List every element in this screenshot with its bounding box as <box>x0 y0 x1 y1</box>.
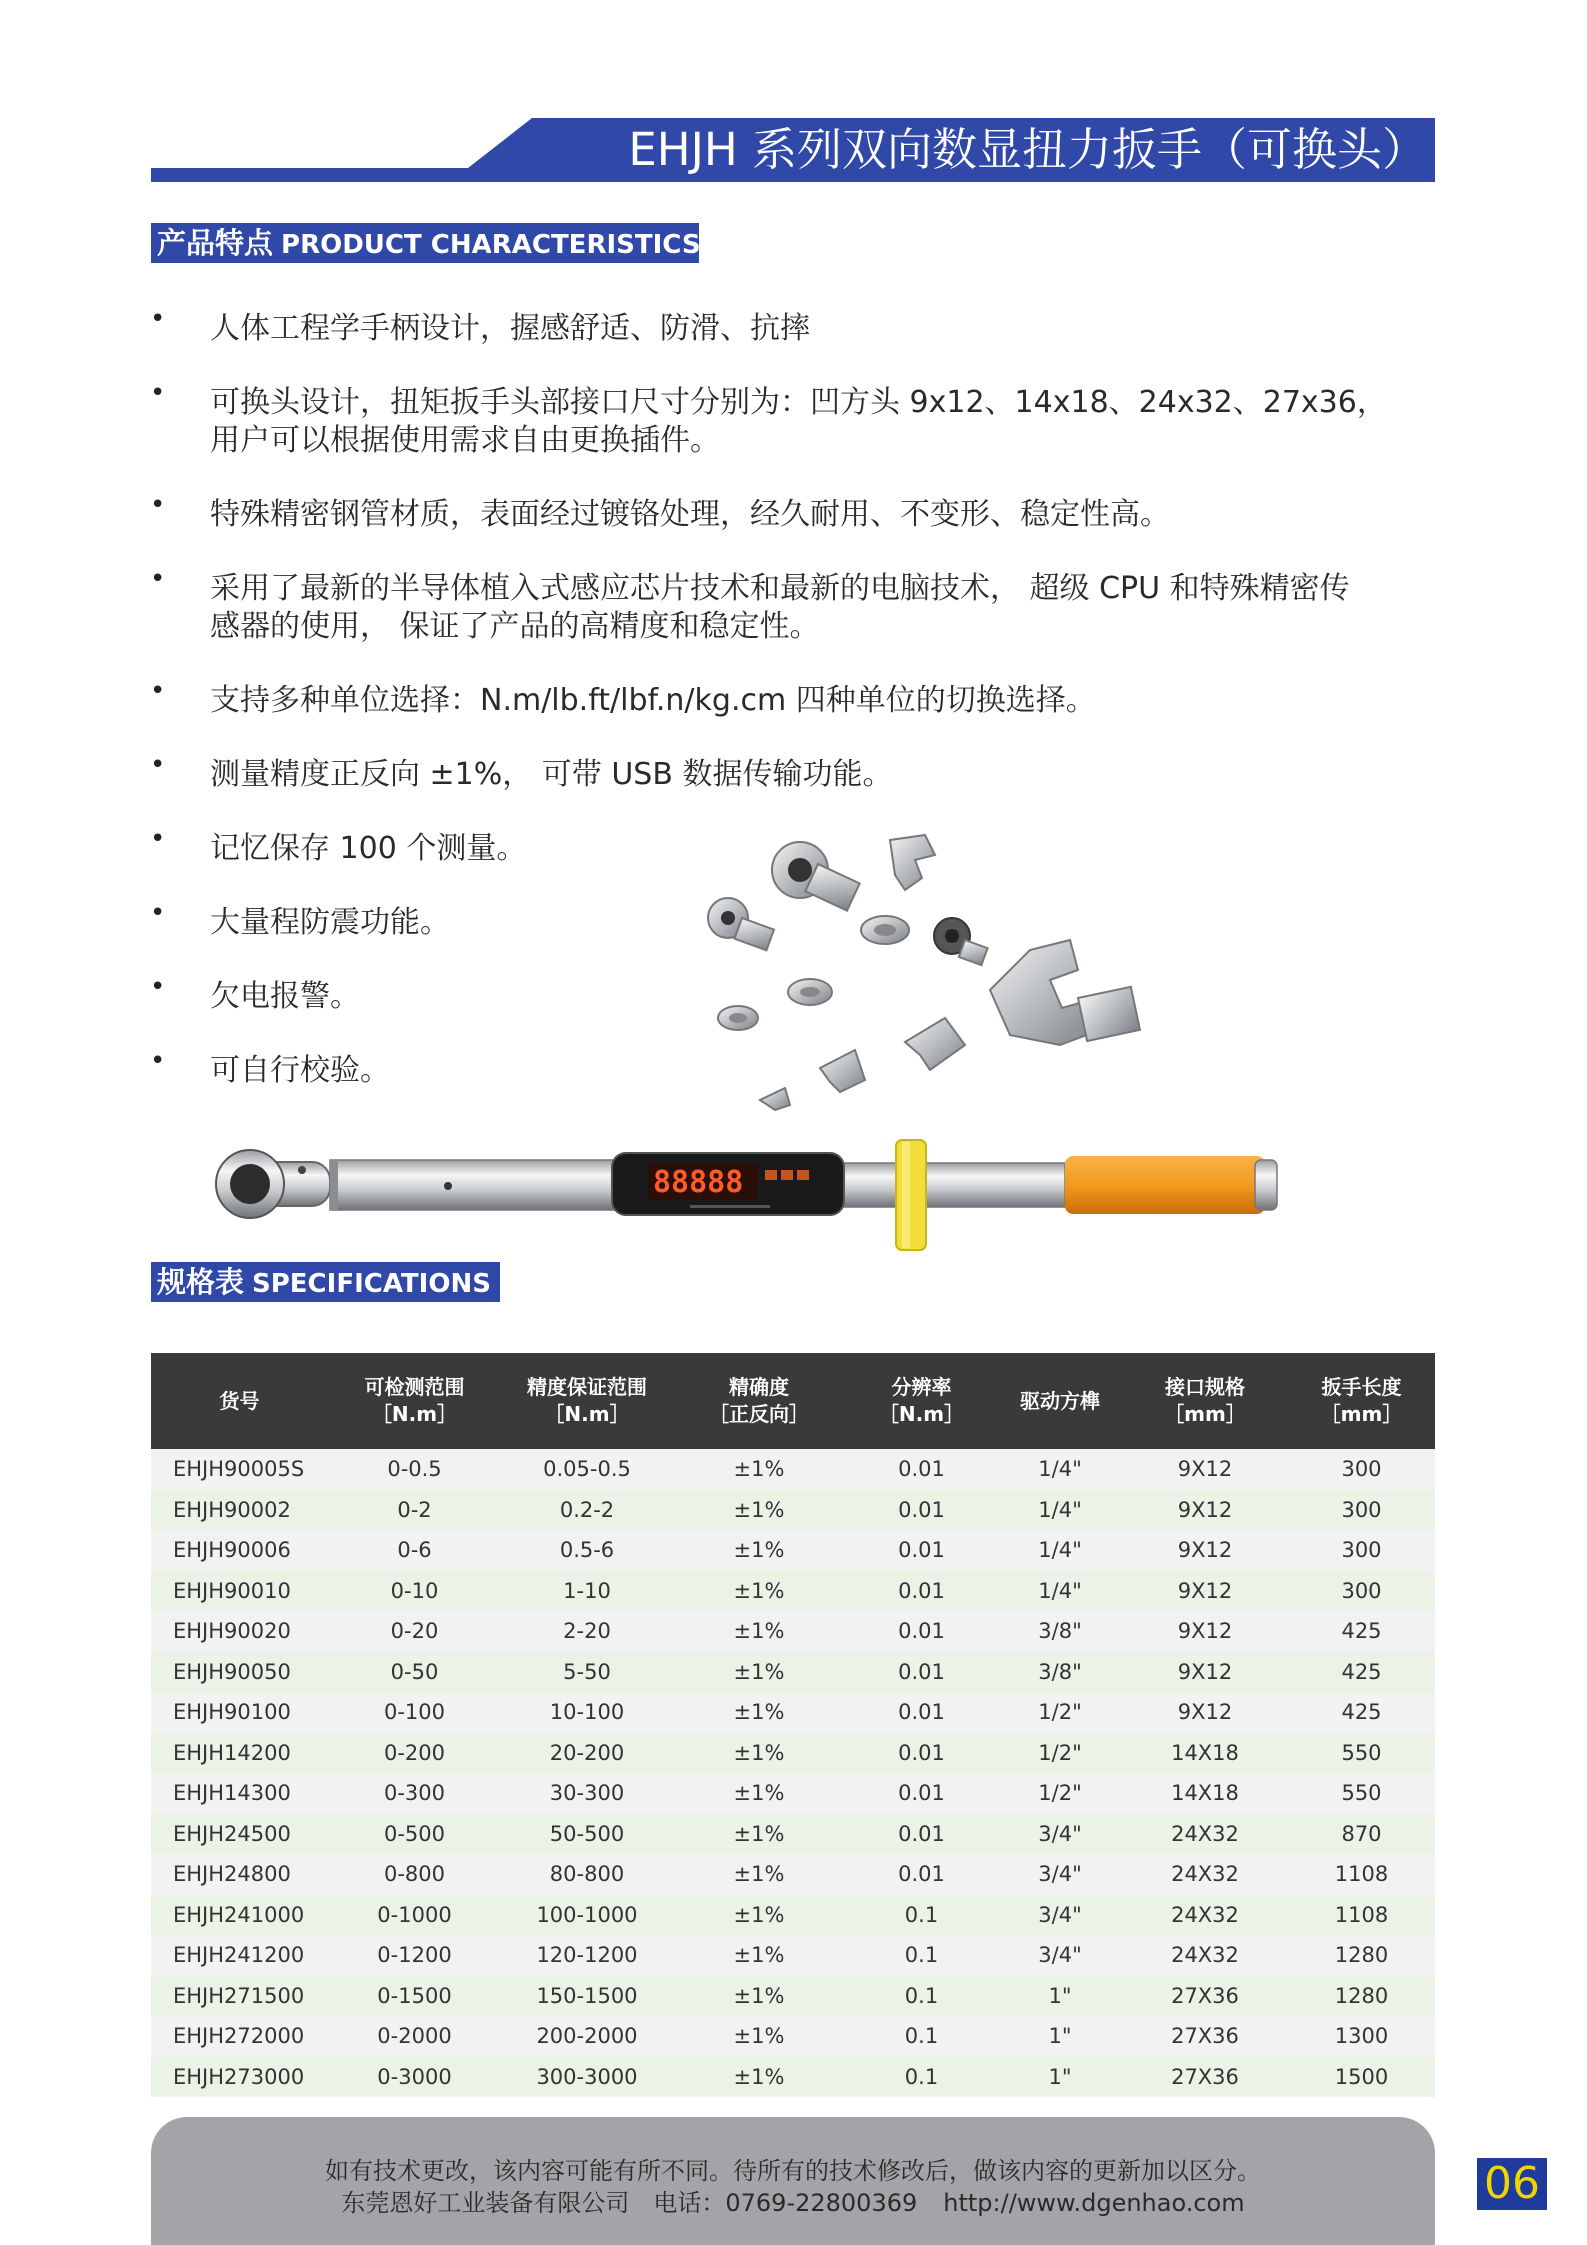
feature-text: • 支持多种单位选择：N.m/lb.ft/lbf.n/kg.cm 四种单位的切换选择。 <box>210 683 1096 718</box>
cell-resolution: 0.01 <box>845 1814 998 1855</box>
feature-text: • 特殊精密钢管材质，表面经过镀铬处理，经久耐用、不变形、稳定性高。 <box>210 497 1170 532</box>
cell-range: 0-1500 <box>328 1976 501 2017</box>
cell-accuracy: ±1% <box>673 1976 845 2017</box>
cell-resolution: 0.01 <box>845 1773 998 1814</box>
cell-drive: 1/2" <box>998 1733 1122 1774</box>
lcd-digits: 88888 <box>653 1165 744 1200</box>
adjustable-head <box>890 835 935 890</box>
interchangeable-heads-image <box>690 830 1150 1140</box>
cell-model: EHJH241200 <box>151 1935 328 1976</box>
feature-text: • 可自行校验。 <box>210 1053 390 1088</box>
cell-drive: 3/4" <box>998 1854 1122 1895</box>
page-title: EHJH 系列双向数显扭力扳手（可换头） <box>628 123 1427 176</box>
table-row <box>151 1976 1435 2017</box>
cell-drive: 1/2" <box>998 1692 1122 1733</box>
cell-range: 0-10 <box>328 1571 501 1612</box>
cell-interface: 24X32 <box>1122 1895 1288 1936</box>
table-row <box>151 1895 1435 1936</box>
header-text: 货号 <box>219 1388 260 1413</box>
cell-length: 300 <box>1288 1571 1435 1612</box>
features-label-en: PRODUCT CHARACTERISTICS <box>281 230 701 260</box>
cell-accuracy-range: 100-1000 <box>501 1895 673 1936</box>
cell-range: 0-0.5 <box>328 1449 501 1490</box>
footer-notice: 如有技术更改，该内容可能有所不同。待所有的技术修改后，做该内容的更新加以区分。 <box>325 2157 1261 2185</box>
feature-item <box>150 310 1440 348</box>
header-text: 精确度 <box>729 1375 789 1399</box>
cell-accuracy-range: 20-200 <box>501 1733 673 1774</box>
cell-drive: 1/4" <box>998 1571 1122 1612</box>
wrench-handle <box>1065 1156 1277 1214</box>
cell-model: EHJH24500 <box>151 1814 328 1855</box>
cell-length: 425 <box>1288 1611 1435 1652</box>
cell-interface: 9X12 <box>1122 1490 1288 1531</box>
cell-accuracy: ±1% <box>673 2016 845 2057</box>
cell-accuracy: ±1% <box>673 1773 845 1814</box>
cell-model: EHJH14300 <box>151 1773 328 1814</box>
cell-model: EHJH90010 <box>151 1571 328 1612</box>
cell-drive: 3/4" <box>998 1935 1122 1976</box>
cell-accuracy-range: 30-300 <box>501 1773 673 1814</box>
cell-model: EHJH272000 <box>151 2016 328 2057</box>
cell-model: EHJH90006 <box>151 1530 328 1571</box>
feature-text: 用户可以根据使用需求自由更换插件。 <box>210 423 720 458</box>
cell-drive: 1/4" <box>998 1490 1122 1531</box>
header-text: 可检测范围 <box>364 1375 465 1399</box>
cell-length: 300 <box>1288 1449 1435 1490</box>
header-unit: ［N.m］ <box>878 1402 965 1426</box>
specifications-table <box>151 1353 1435 2097</box>
cell-drive: 1/4" <box>998 1449 1122 1490</box>
cell-range: 0-6 <box>328 1530 501 1571</box>
cell-resolution: 0.01 <box>845 1854 998 1895</box>
cell-interface: 9X12 <box>1122 1571 1288 1612</box>
cell-accuracy-range: 80-800 <box>501 1854 673 1895</box>
header-unit: ［正反向］ <box>709 1402 809 1426</box>
header-unit: ［mm］ <box>1164 1402 1246 1426</box>
cell-model: EHJH90002 <box>151 1490 328 1531</box>
cell-resolution: 0.01 <box>845 1611 998 1652</box>
table-row <box>151 1611 1435 1652</box>
cell-accuracy-range: 2-20 <box>501 1611 673 1652</box>
cell-length: 870 <box>1288 1814 1435 1855</box>
cell-length: 1300 <box>1288 2016 1435 2057</box>
specs-section-label <box>151 1262 500 1302</box>
feature-item <box>150 756 1440 794</box>
footer-phone: 0769-22800369 <box>725 2189 918 2217</box>
footer-contact <box>151 2188 1435 2218</box>
col-header-accuracy-range <box>501 1353 673 1449</box>
cell-resolution: 0.1 <box>845 2057 998 2098</box>
feature-text: • 大量程防震功能。 <box>210 905 450 940</box>
col-header-drive <box>998 1353 1122 1449</box>
cell-length: 1108 <box>1288 1895 1435 1936</box>
col-header-range <box>328 1353 501 1449</box>
feature-item <box>150 384 1440 460</box>
lcd-display <box>612 1153 844 1215</box>
cell-interface: 9X12 <box>1122 1449 1288 1490</box>
table-row <box>151 1449 1435 1490</box>
cell-interface: 24X32 <box>1122 1814 1288 1855</box>
cell-range: 0-20 <box>328 1611 501 1652</box>
cell-length: 1108 <box>1288 1854 1435 1895</box>
cell-interface: 14X18 <box>1122 1733 1288 1774</box>
feature-text: • 采用了最新的半导体植入式感应芯片技术和最新的电脑技术， 超级 CPU 和特殊精密传 <box>210 571 1350 606</box>
col-header-interface <box>1122 1353 1288 1449</box>
cell-model: EHJH90100 <box>151 1692 328 1733</box>
footer-phone-label: 电话： <box>653 2189 726 2217</box>
cell-model: EHJH273000 <box>151 2057 328 2098</box>
cell-length: 1500 <box>1288 2057 1435 2098</box>
cell-resolution: 0.01 <box>845 1449 998 1490</box>
feature-text: • 可换头设计，扭矩扳手头部接口尺寸分别为：凹方头 9x12、14x18、24x32、27x36， <box>210 385 1387 420</box>
cell-interface: 27X36 <box>1122 2057 1288 2098</box>
feature-text: • 测量精度正反向 ±1%， 可带 USB 数据传输功能。 <box>210 757 893 792</box>
header-unit: ［mm］ <box>1320 1402 1403 1426</box>
cell-accuracy: ±1% <box>673 1895 845 1936</box>
cell-drive: 3/8" <box>998 1652 1122 1693</box>
specs-label-zh: 规格表 <box>157 1265 245 1299</box>
cell-drive: 1" <box>998 2057 1122 2098</box>
feature-item <box>150 570 1440 646</box>
cell-resolution: 0.01 <box>845 1733 998 1774</box>
cell-range: 0-100 <box>328 1692 501 1733</box>
cell-length: 300 <box>1288 1490 1435 1531</box>
cell-drive: 1" <box>998 2016 1122 2057</box>
feature-text: • 欠电报警。 <box>210 979 360 1014</box>
cell-length: 1280 <box>1288 1935 1435 1976</box>
cell-accuracy: ±1% <box>673 1733 845 1774</box>
cell-accuracy-range: 10-100 <box>501 1692 673 1733</box>
cell-accuracy-range: 50-500 <box>501 1814 673 1855</box>
cell-model: EHJH271500 <box>151 1976 328 2017</box>
table-row <box>151 1733 1435 1774</box>
table-row <box>151 1935 1435 1976</box>
cell-accuracy-range: 300-3000 <box>501 2057 673 2098</box>
cell-range: 0-300 <box>328 1773 501 1814</box>
cell-accuracy: ±1% <box>673 1935 845 1976</box>
cell-accuracy: ±1% <box>673 1652 845 1693</box>
cell-model: EHJH90005S <box>151 1449 328 1490</box>
cell-resolution: 0.01 <box>845 1530 998 1571</box>
header-unit: ［N.m］ <box>544 1402 630 1426</box>
feature-item <box>150 496 1440 534</box>
cell-resolution: 0.01 <box>845 1692 998 1733</box>
header-text: 扳手长度 <box>1321 1375 1402 1399</box>
cell-accuracy-range: 1-10 <box>501 1571 673 1612</box>
cell-interface: 24X32 <box>1122 1854 1288 1895</box>
cell-resolution: 0.1 <box>845 1976 998 2017</box>
cell-model: EHJH90020 <box>151 1611 328 1652</box>
cell-drive: 3/8" <box>998 1611 1122 1652</box>
cell-interface: 24X32 <box>1122 1935 1288 1976</box>
cell-interface: 14X18 <box>1122 1773 1288 1814</box>
cell-resolution: 0.1 <box>845 1935 998 1976</box>
table-row <box>151 1854 1435 1895</box>
cell-range: 0-2 <box>328 1490 501 1531</box>
footer-website[interactable]: http://www.dgenhao.com <box>943 2189 1245 2217</box>
feature-text: • 人体工程学手柄设计，握感舒适、防滑、抗摔 <box>210 311 810 346</box>
cell-model: EHJH90050 <box>151 1652 328 1693</box>
torque-wrench-image <box>210 1130 1400 1255</box>
col-header-length <box>1288 1353 1435 1449</box>
cell-length: 425 <box>1288 1652 1435 1693</box>
table-row <box>151 1692 1435 1733</box>
cell-interface: 27X36 <box>1122 2016 1288 2057</box>
ratchet-head-large <box>772 842 860 911</box>
cell-drive: 3/4" <box>998 1814 1122 1855</box>
ratchet-head-small <box>708 898 774 950</box>
wrench-head <box>216 1150 330 1218</box>
cell-length: 1280 <box>1288 1976 1435 2017</box>
cell-accuracy: ±1% <box>673 1814 845 1855</box>
cell-accuracy-range: 200-2000 <box>501 2016 673 2057</box>
feature-text: 感器的使用， 保证了产品的高精度和稳定性。 <box>210 609 820 644</box>
cell-accuracy: ±1% <box>673 1611 845 1652</box>
specs-label-en: SPECIFICATIONS <box>252 1269 491 1299</box>
cell-resolution: 0.01 <box>845 1490 998 1531</box>
cell-range: 0-2000 <box>328 2016 501 2057</box>
table-row <box>151 1490 1435 1531</box>
cell-range: 0-1000 <box>328 1895 501 1936</box>
cell-length: 550 <box>1288 1773 1435 1814</box>
cell-accuracy: ±1% <box>673 2057 845 2098</box>
cell-interface: 9X12 <box>1122 1652 1288 1693</box>
footer-company: 东莞恩好工业装备有限公司 <box>341 2189 630 2217</box>
cell-drive: 1" <box>998 1976 1122 2017</box>
header-text: 驱动方榫 <box>1020 1388 1100 1413</box>
cell-accuracy: ±1% <box>673 1692 845 1733</box>
table-header-row <box>151 1353 1435 1449</box>
cell-model: EHJH14200 <box>151 1733 328 1774</box>
cell-interface: 27X36 <box>1122 1976 1288 2017</box>
cell-accuracy-range: 150-1500 <box>501 1976 673 2017</box>
cell-range: 0-3000 <box>328 2057 501 2098</box>
cell-interface: 9X12 <box>1122 1530 1288 1571</box>
table-row <box>151 1773 1435 1814</box>
table-row <box>151 1814 1435 1855</box>
open-end-head-large <box>990 940 1140 1045</box>
table-row <box>151 2057 1435 2098</box>
header-unit: ［N.m］ <box>371 1402 458 1426</box>
cell-accuracy: ±1% <box>673 1571 845 1612</box>
header-text: 分辨率 <box>891 1375 952 1399</box>
cell-range: 0-500 <box>328 1814 501 1855</box>
cell-resolution: 0.01 <box>845 1571 998 1612</box>
table-row <box>151 1530 1435 1571</box>
cell-accuracy-range: 0.2-2 <box>501 1490 673 1531</box>
header-text: 精度保证范围 <box>527 1375 647 1399</box>
cell-length: 425 <box>1288 1692 1435 1733</box>
cell-interface: 9X12 <box>1122 1692 1288 1733</box>
cell-model: EHJH24800 <box>151 1854 328 1895</box>
cell-range: 0-800 <box>328 1854 501 1895</box>
page-number: 06 <box>1477 2158 1547 2210</box>
features-label-zh: 产品特点 <box>157 226 274 260</box>
cell-range: 0-1200 <box>328 1935 501 1976</box>
table-row <box>151 1571 1435 1612</box>
cell-accuracy: ±1% <box>673 1854 845 1895</box>
col-header-resolution <box>845 1353 998 1449</box>
col-header-model <box>151 1353 328 1449</box>
cell-range: 0-50 <box>328 1652 501 1693</box>
col-header-accuracy <box>673 1353 845 1449</box>
table-row <box>151 1652 1435 1693</box>
feature-item <box>150 682 1440 720</box>
wrench-collar <box>896 1140 926 1250</box>
cell-accuracy-range: 0.5-6 <box>501 1530 673 1571</box>
features-section-label <box>151 223 699 263</box>
cell-accuracy-range: 120-1200 <box>501 1935 673 1976</box>
table-row <box>151 2016 1435 2057</box>
cell-resolution: 0.01 <box>845 1652 998 1693</box>
cell-drive: 3/4" <box>998 1895 1122 1936</box>
open-end-heads <box>760 1018 965 1110</box>
cell-resolution: 0.1 <box>845 1895 998 1936</box>
cell-drive: 1/4" <box>998 1530 1122 1571</box>
cell-model: EHJH241000 <box>151 1895 328 1936</box>
footer <box>151 2117 1435 2245</box>
cell-resolution: 0.1 <box>845 2016 998 2057</box>
cell-accuracy: ±1% <box>673 1530 845 1571</box>
cell-accuracy-range: 0.05-0.5 <box>501 1449 673 1490</box>
cell-interface: 9X12 <box>1122 1611 1288 1652</box>
cell-accuracy: ±1% <box>673 1490 845 1531</box>
cell-drive: 1/2" <box>998 1773 1122 1814</box>
cell-length: 300 <box>1288 1530 1435 1571</box>
header-text: 接口规格 <box>1165 1375 1245 1399</box>
cell-accuracy: ±1% <box>673 1449 845 1490</box>
feature-text: • 记忆保存 100 个测量。 <box>210 831 527 866</box>
cell-accuracy-range: 5-50 <box>501 1652 673 1693</box>
cell-length: 550 <box>1288 1733 1435 1774</box>
cell-range: 0-200 <box>328 1733 501 1774</box>
ratchet-head-black <box>934 918 988 965</box>
